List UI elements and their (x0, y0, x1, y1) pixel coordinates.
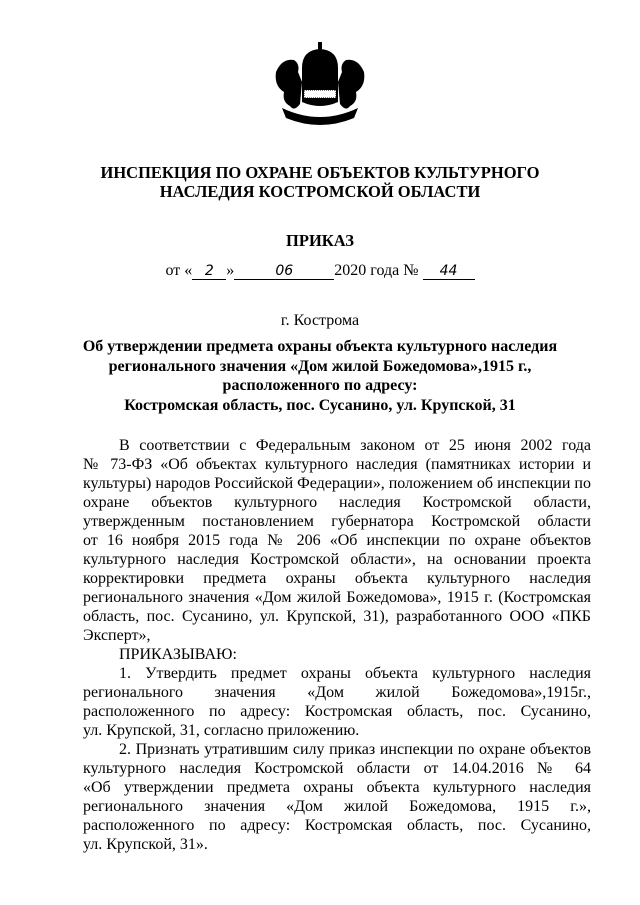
body-line: регионального значения «Дом жилой Божедомова», 1915 г. (Костромская (83, 589, 591, 606)
city: г. Кострома (280, 312, 360, 329)
body-line: область, пос. Сусанино, ул. Крупской, 31), разработанного ООО «ПКБ (83, 608, 591, 625)
subject-line: расположенного по адресу: (222, 377, 418, 394)
document-type: ПРИКАЗ (286, 231, 354, 250)
date-year: 2020 года № (334, 262, 419, 279)
body-line: регионального значения «Дом жилой Божедомова»,1915г., (83, 684, 591, 701)
body-line: регионального значения «Дом жилой Божедомова, 1915 г.», (83, 798, 591, 815)
date-day: 2 (192, 264, 226, 280)
coat-of-arms-emblem (268, 42, 372, 134)
order-word: ПРИКАЗЫВАЮ: (119, 646, 237, 663)
body-line: № 73-ФЗ «Об объектах культурного наследия (памятниках истории и (83, 456, 591, 473)
body-line: культуры) народов Российской Федерации», положением об инспекции по (83, 475, 591, 492)
body-line: расположенного по адресу: Костромская область, пос. Сусанино, (83, 817, 591, 834)
body-line: ул. Крупской, 31». (83, 836, 208, 853)
body-line: культурного наследия Костромской области», на основании проекта (83, 551, 591, 568)
body-line: охране объектов культурного наследия Костромской области, (83, 494, 591, 511)
body-line: 2. Признать утратившим силу приказ инспекции по охране объектов (119, 741, 591, 758)
body-line: расположенного по адресу: Костромская область, пос. Сусанино, (83, 703, 591, 720)
body-line: В соответствии с Федеральным законом от 25 июня 2002 года (119, 437, 591, 454)
document-subject (0, 337, 640, 415)
document-body (83, 436, 591, 854)
org-line-2: НАСЛЕДИЯ КОСТРОМСКОЙ ОБЛАСТИ (159, 182, 481, 201)
date-month: 06 (234, 264, 334, 280)
body-line: «Об утверждении предмета охраны объекта культурного наследия (83, 779, 591, 796)
date-prefix: от « (165, 262, 193, 279)
document-date-line (0, 262, 640, 280)
org-line-1: ИНСПЕКЦИЯ ПО ОХРАНЕ ОБЪЕКТОВ КУЛЬТУРНОГО (100, 163, 540, 182)
body-line: корректировки предмета охраны объекта культурного наследия (83, 570, 591, 587)
body-line: от 16 ноября 2015 года № 206 «Об инспекции по охране объектов (83, 532, 591, 549)
body-line: культурного наследия Костромской области от 14.04.2016 № 64 (83, 760, 591, 777)
subject-line: регионального значения «Дом жилой Божедомова»,1915 г., (108, 357, 532, 375)
subject-line: Об утверждении предмета охраны объекта культурного наследия (82, 338, 558, 355)
document-number: 44 (423, 264, 475, 280)
body-line: Эксперт», (83, 627, 151, 644)
organization-name (0, 163, 640, 201)
date-mid: » (226, 262, 235, 279)
subject-line: Костромская область, пос. Сусанино, ул. Крупской, 31 (124, 396, 516, 414)
body-line: 1. Утвердить предмет охраны объекта культурного наследия (119, 665, 591, 682)
body-line: утвержденным постановлением губернатора Костромской области (83, 513, 591, 530)
body-line: ул. Крупской, 31, согласно приложению. (83, 722, 360, 739)
